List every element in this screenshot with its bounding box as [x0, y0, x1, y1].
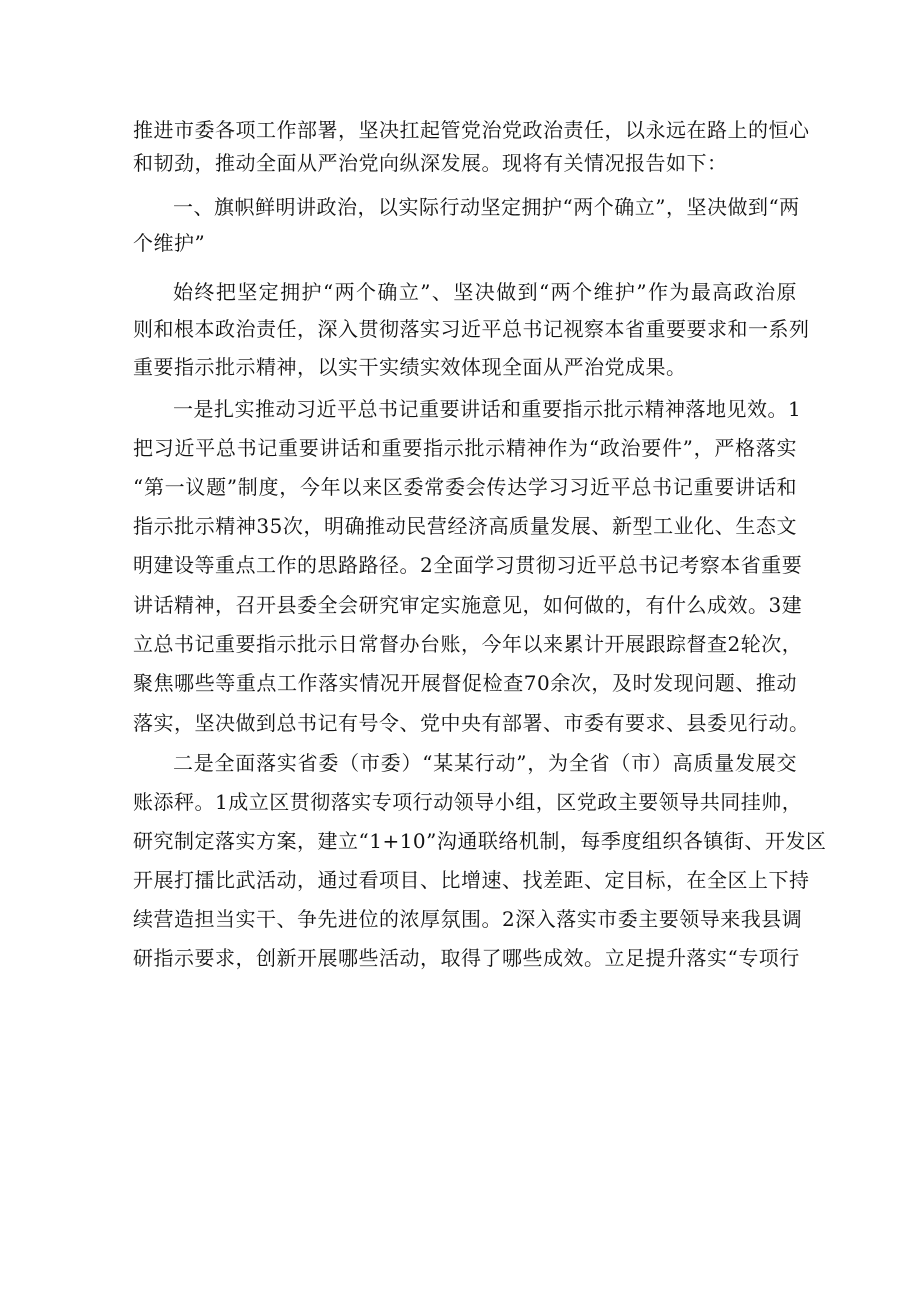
text-line: 账添秤。1成立区贯彻落实专项行动领导小组，区党政主要领导共同挂帅， — [133, 790, 803, 814]
text-line: 研究制定落实方案，建立“1+10”沟通联络机制，每季度组织各镇街、开发区 — [133, 829, 827, 853]
text-line: 重要指示批示精神，以实干实绩实效体现全面从严治党成果。 — [133, 355, 687, 379]
text-line: 始终把坚定拥护“两个确立”、坚决做到“两个维护”作为最高政治原 — [173, 280, 797, 304]
text-line: 指示批示精神35次，明确推动民营经济高质量发展、新型工业化、生态文 — [133, 514, 797, 538]
heading-line: 个维护” — [133, 231, 206, 255]
text-line: 推进市委各项工作部署，坚决扛起管党治党政治责任，以永远在路上的恒心 — [133, 118, 810, 142]
text-line: 把习近平总书记重要讲话和重要指示批示精神作为“政治要件”，严格落实 — [133, 436, 797, 460]
text-line: 明建设等重点工作的思路路径。2全面学习贯彻习近平总书记考察本省重要 — [133, 553, 803, 577]
text-line: 和韧劲，推动全面从严治党向纵深发展。现将有关情况报告如下： — [133, 151, 728, 175]
text-line: 开展打擂比武活动，通过看项目、比增速、找差距、定目标，在全区上下持 — [133, 868, 810, 892]
text-line: 讲话精神，召开县委全会研究审定实施意见，如何做的，有什么成效。3建 — [133, 593, 803, 617]
heading-line: 一、旗帜鲜明讲政治，以实际行动坚定拥护“两个确立”，坚决做到“两 — [173, 195, 800, 219]
text-line: 续营造担当实干、争先进位的浓厚氛围。2深入落实市委主要领导来我县调 — [133, 907, 803, 931]
text-line: 则和根本政治责任，深入贯彻落实习近平总书记视察本省重要要求和一系列 — [133, 317, 810, 341]
text-line: “第一议题”制度，今年以来区委常委会传达学习习近平总书记重要讲话和 — [133, 475, 797, 499]
text-line: 二是全面落实省委（市委）“某某行动”，为全省（市）高质量发展交 — [173, 751, 797, 775]
text-line: 立总书记重要指示批示日常督办台账，今年以来累计开展跟踪督查2轮次， — [133, 632, 803, 656]
text-line: 聚焦哪些等重点工作落实情况开展督促检查70余次，及时发现问题、推动 — [133, 671, 797, 695]
text-line: 一是扎实推动习近平总书记重要讲话和重要指示批示精神落地见效。1 — [173, 397, 802, 421]
text-line: 研指示要求，创新开展哪些活动，取得了哪些成效。立足提升落实“专项行 — [133, 946, 800, 970]
document-body — [133, 110, 827, 990]
text-line: 落实，坚决做到总书记有号令、党中央有部署、市委有要求、县委见行动。 — [133, 711, 810, 735]
